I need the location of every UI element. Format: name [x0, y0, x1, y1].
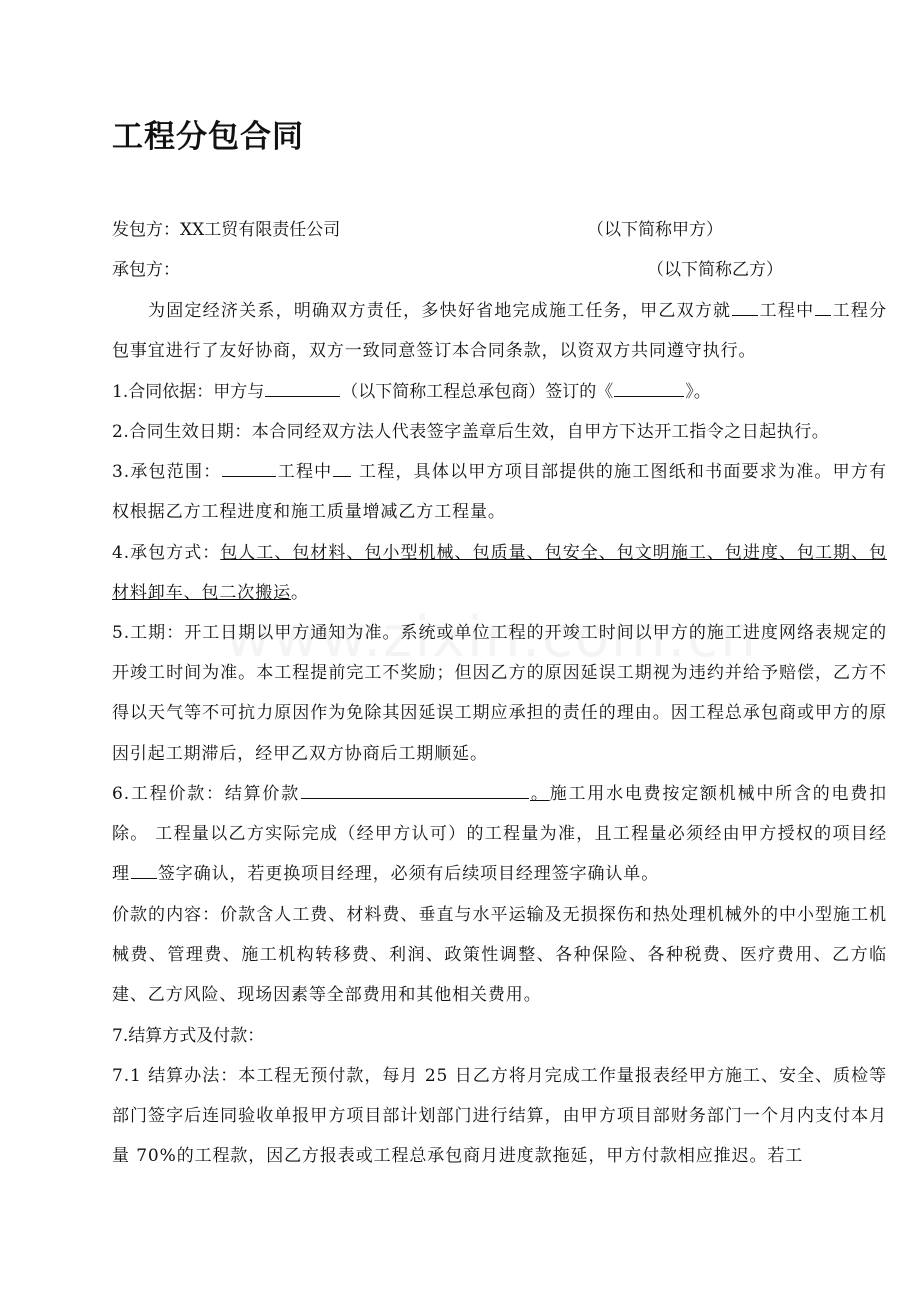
- subcontractor-alias: （以下简称乙方）: [647, 260, 783, 280]
- clause-6-text-b: 。: [530, 784, 550, 804]
- clause-4-label: 4.承包方式：: [112, 543, 221, 563]
- clause-5: 5.工期：开工日期以甲方通知为准。系统或单位工程的开竣工时间以甲方的施工进度网络表规定的开竣工时间为准。本工程提前完工不奖励；但因乙方的原因延误工期视为违约并给予赔偿，乙方不得以天气等不可抗力原因作为免除其因延误工期应承担的责任的理由。因工程总承包商或甲方的原因引起工期滞后，经甲乙双方协商后工期顺延。: [112, 623, 887, 764]
- clause-6-text-c: 施工用水电费按定额机械中所含的电费扣除。 工程量以乙方实际完成（经甲方认可）的工程量为准，且工程量必须经由甲方授权的项目经理: [112, 784, 888, 885]
- clause-4-end: 。: [291, 583, 309, 604]
- clause-1: [112, 372, 887, 412]
- subcontractor-line: [112, 250, 887, 290]
- clause-6-text-d: 签字确认，若更换项目经理，必须有后续项目经理签字确认单。: [157, 864, 660, 885]
- scope-blank: [222, 459, 276, 477]
- contractor-alias: （以下简称甲方）: [587, 220, 723, 240]
- general-contractor-blank: [265, 379, 340, 397]
- clause-1-text-b: （以下简称工程总承包商）签订的《: [341, 382, 614, 402]
- page-title: 工程分包合同: [112, 119, 304, 155]
- scope-part-blank: [333, 459, 351, 477]
- clause-6-text-a: 6.工程价款：结算价款: [112, 784, 301, 804]
- project-blank: [732, 298, 758, 316]
- intro-paragraph: [112, 291, 887, 371]
- price-content: 价款的内容：价款含人工费、材料费、垂直与水平运输及无损探伤和热处理机械外的中小型施工机械费、管理费、施工机构转移费、利润、政策性调整、各种保险、各种税费、医疗费用、乙方临建、乙方风险、现场因素等全部费用和其他相关费用。: [112, 905, 887, 1006]
- clause-4-body: 包人工、包材料、包小型机械、包质量、包安全、包文明施工、包进度、包工期、包材料卸车、包二次搬运: [112, 543, 887, 604]
- clause-7: 7.结算方式及付款：: [112, 1026, 265, 1046]
- intro-text-1: 为固定经济关系，明确双方责任，多快好省地完成施工任务，甲乙双方就: [148, 301, 732, 321]
- clause-2: 2.合同生效日期：本合同经双方法人代表签字盖章后生效，自甲方下达开工指令之日起执行。: [112, 422, 830, 442]
- clause-3-text-a: 3.承包范围：: [112, 462, 222, 482]
- clause-3-text-b: 工程中: [277, 462, 333, 482]
- clause-6: [112, 774, 887, 895]
- project-part-blank: [815, 298, 831, 316]
- clause-3-text-c: 工程，具体以甲方项目部提供的施工图纸和书面要求为准。甲方有权根据乙方工程进度和施工质量增减乙方工程量。: [112, 462, 887, 523]
- project-manager-blank: [131, 861, 157, 879]
- intro-text-3: 工程分包事宜进行了友好协商，双方一致同意签订本合同条款，以资双方共同遵守执行。: [112, 301, 887, 362]
- contractor-label: 发包方：XX工贸有限责任公司: [112, 220, 341, 240]
- clause-1-text-c: 》。: [685, 382, 711, 402]
- subcontractor-label: 承包方：: [112, 260, 180, 280]
- intro-text-2: 工程中: [759, 301, 815, 321]
- clause-7-1: 7.1 结算办法：本工程无预付款，每月 25 日乙方将月完成工作量报表经甲方施工、安全、质检等部门签字后连同验收单报甲方项目部计划部门进行结算，由甲方项目部财务部门一个月内支付本月量 70%的工程款，因乙方报表或工程总承包商月进度款拖延，甲方付款相应推迟。若工: [112, 1066, 887, 1167]
- clause-3: [112, 452, 887, 532]
- clause-4: [112, 533, 887, 613]
- contract-name-blank: [614, 379, 684, 397]
- contractor-line: [112, 210, 887, 250]
- settlement-price-blank: [301, 781, 529, 799]
- clause-1-text-a: 1.合同依据：甲方与: [112, 382, 265, 402]
